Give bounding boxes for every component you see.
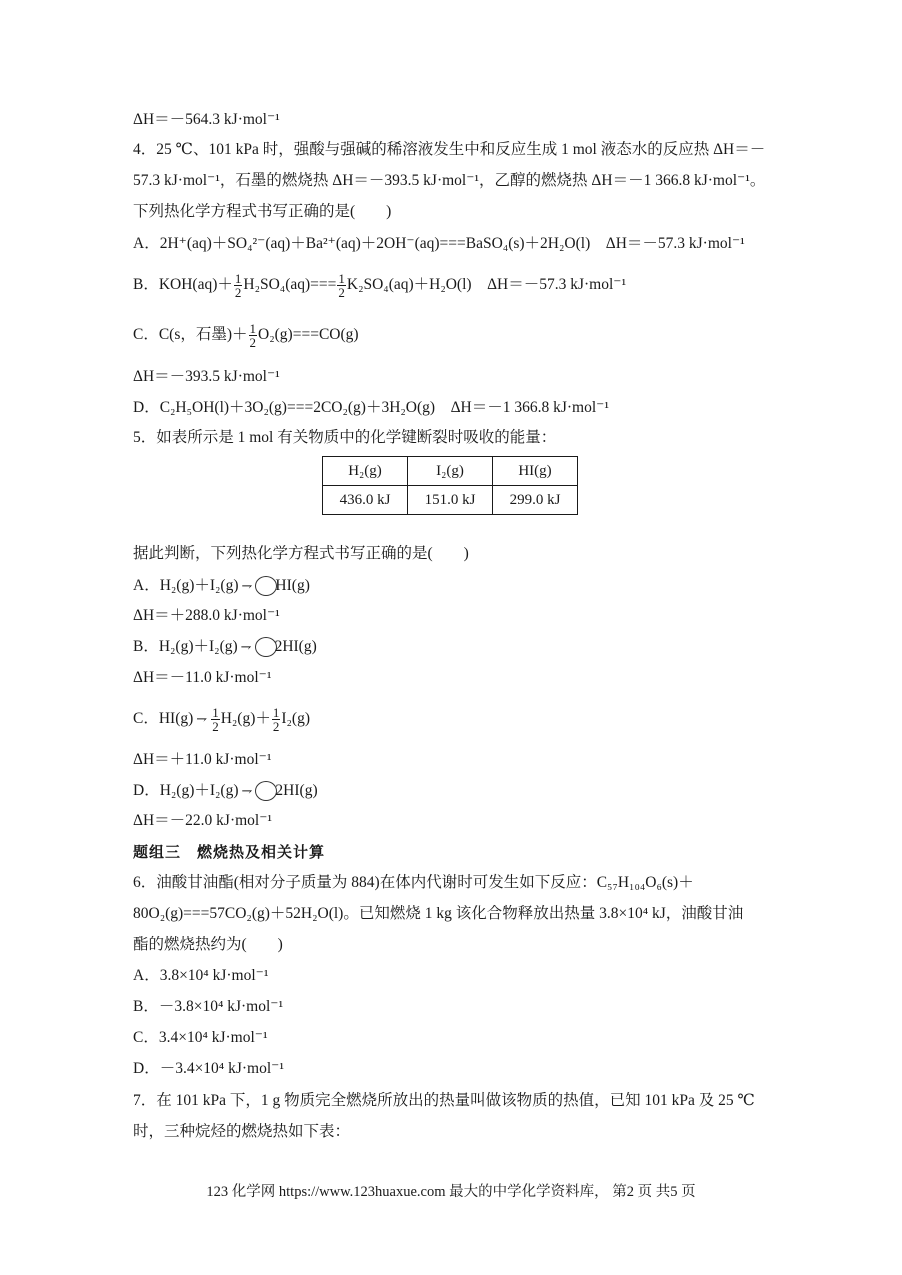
arrow-icon: ⇁ bbox=[240, 639, 252, 654]
q5-option-c-dh: ΔH＝＋11.0 kJ·mol⁻¹ bbox=[133, 751, 272, 768]
circle-mark-icon bbox=[255, 637, 277, 657]
q5-option-d: D．H₂(g)＋I₂(g) ⇁ 2HI(g) bbox=[133, 781, 318, 801]
q4-option-c: C．C(s，石墨)＋ $\frac{1}{2}$ O₂(g)===CO(g) bbox=[133, 321, 359, 350]
q5-option-d-dh: ΔH＝－22.0 kJ·mol⁻¹ bbox=[133, 812, 273, 829]
q4-option-a: A．2H⁺(aq)＋SO₄²⁻(aq)＋Ba²⁺(aq)＋2OH⁻(aq)===BaSO₄(s)＋2H₂O(l) ΔH＝－57.3 kJ·mol⁻¹ bbox=[133, 235, 745, 252]
q6-option-b: B．－3.8×10⁴ kJ·mol⁻¹ bbox=[133, 998, 284, 1015]
q7-stem-line1: 7．在 101 kPa 下，1 g 物质完全燃烧所放出的热量叫做该物质的热值，已知 101 kPa 及 25 ℃ bbox=[133, 1092, 755, 1109]
arrow-icon: ⇁ bbox=[196, 711, 208, 727]
q6-option-c: C．3.4×10⁴ kJ·mol⁻¹ bbox=[133, 1029, 268, 1046]
table-header-cell: I₂(g) bbox=[408, 457, 493, 486]
section-heading: 题组三 燃烧热及相关计算 bbox=[133, 843, 326, 861]
q6-option-a: A．3.8×10⁴ kJ·mol⁻¹ bbox=[133, 967, 269, 984]
q5-option-a: A．H₂(g)＋I₂(g) ⇁ HI(g) bbox=[133, 576, 310, 596]
table-row bbox=[323, 486, 578, 515]
table-header-cell: H₂(g) bbox=[323, 457, 408, 486]
fraction-half: $\frac{1}{2}$ bbox=[272, 705, 280, 734]
fraction-half: $\frac{1}{2}$ bbox=[234, 271, 242, 300]
bond-energy-table bbox=[322, 456, 578, 515]
q5-question: 据此判断，下列热化学方程式书写正确的是( ) bbox=[133, 545, 469, 562]
dh-line-top: ΔH＝－564.3 kJ·mol⁻¹ bbox=[133, 111, 280, 128]
q4-stem-line3: 下列热化学方程式书写正确的是( ) bbox=[133, 203, 392, 220]
fraction-half: $\frac{1}{2}$ bbox=[212, 705, 219, 734]
table-header-cell: HI(g) bbox=[493, 457, 578, 486]
q4-stem-line2: 57.3 kJ·mol⁻¹，石墨的燃烧热 ΔH＝－393.5 kJ·mol⁻¹，乙醇的燃烧热 ΔH＝－1 366.8 kJ·mol⁻¹。 bbox=[133, 172, 766, 189]
q4-option-d: D．C₂H₅OH(l)＋3O₂(g)===2CO₂(g)＋3H₂O(g) ΔH＝－1 366.8 kJ·mol⁻¹ bbox=[133, 399, 609, 416]
table-cell: 299.0 kJ bbox=[493, 486, 578, 515]
q5-option-b-dh: ΔH＝－11.0 kJ·mol⁻¹ bbox=[133, 669, 272, 686]
q5-option-b: B．H₂(g)＋I₂(g) ⇁ 2HI(g) bbox=[133, 637, 317, 657]
q5-option-c: C．HI(g) ⇁ $\frac{1}{2}$ H₂(g)＋ $\frac{1}{2}$ I₂(g) bbox=[133, 705, 310, 734]
q4-option-c-dh: ΔH＝－393.5 kJ·mol⁻¹ bbox=[133, 368, 280, 385]
table-cell: 151.0 kJ bbox=[408, 486, 493, 515]
arrow-icon: ⇁ bbox=[241, 783, 253, 798]
page-footer: 123 化学网 https://www.123huaxue.com 最大的中学化学资料库， 第2 页 共5 页 bbox=[206, 1184, 696, 1200]
q7-stem-line2: 时，三种烷烃的燃烧热如下表： bbox=[133, 1123, 351, 1140]
table-row bbox=[323, 457, 578, 486]
q6-stem-line3: 酯的燃烧热约为( ) bbox=[133, 936, 283, 953]
fraction-half: $\frac{1}{2}$ bbox=[249, 321, 257, 350]
fraction-half: $\frac{1}{2}$ bbox=[338, 271, 345, 300]
q6-option-d: D．－3.4×10⁴ kJ·mol⁻¹ bbox=[133, 1060, 284, 1077]
arrow-icon: ⇁ bbox=[241, 578, 253, 593]
q5-option-a-dh: ΔH＝＋288.0 kJ·mol⁻¹ bbox=[133, 607, 280, 624]
q5-intro: 5．如表所示是 1 mol 有关物质中的化学键断裂时吸收的能量： bbox=[133, 429, 557, 446]
q4-option-b: B．KOH(aq)＋ $\frac{1}{2}$ H₂SO₄(aq)=== $\frac{1}{2}$ K₂SO₄(aq)＋H₂O(l) ΔH＝－57.3 kJ·mol⁻¹ bbox=[133, 271, 627, 300]
q6-stem-line2: 80O₂(g)===57CO₂(g)＋52H₂O(l)。已知燃烧 1 kg 该化合物释放出热量 3.8×10⁴ kJ，油酸甘油 bbox=[133, 905, 744, 922]
q4-stem-line1: 4．25 ℃、101 kPa 时，强酸与强碱的稀溶液发生中和反应生成 1 mol 液态水的反应热 ΔH＝－ bbox=[133, 141, 766, 158]
q6-stem-line1: 6．油酸甘油酯(相对分子质量为 884)在体内代谢时可发生如下反应：C₅₇H₁₀₄O₆(s)＋ bbox=[133, 874, 694, 891]
table-cell: 436.0 kJ bbox=[323, 486, 408, 515]
